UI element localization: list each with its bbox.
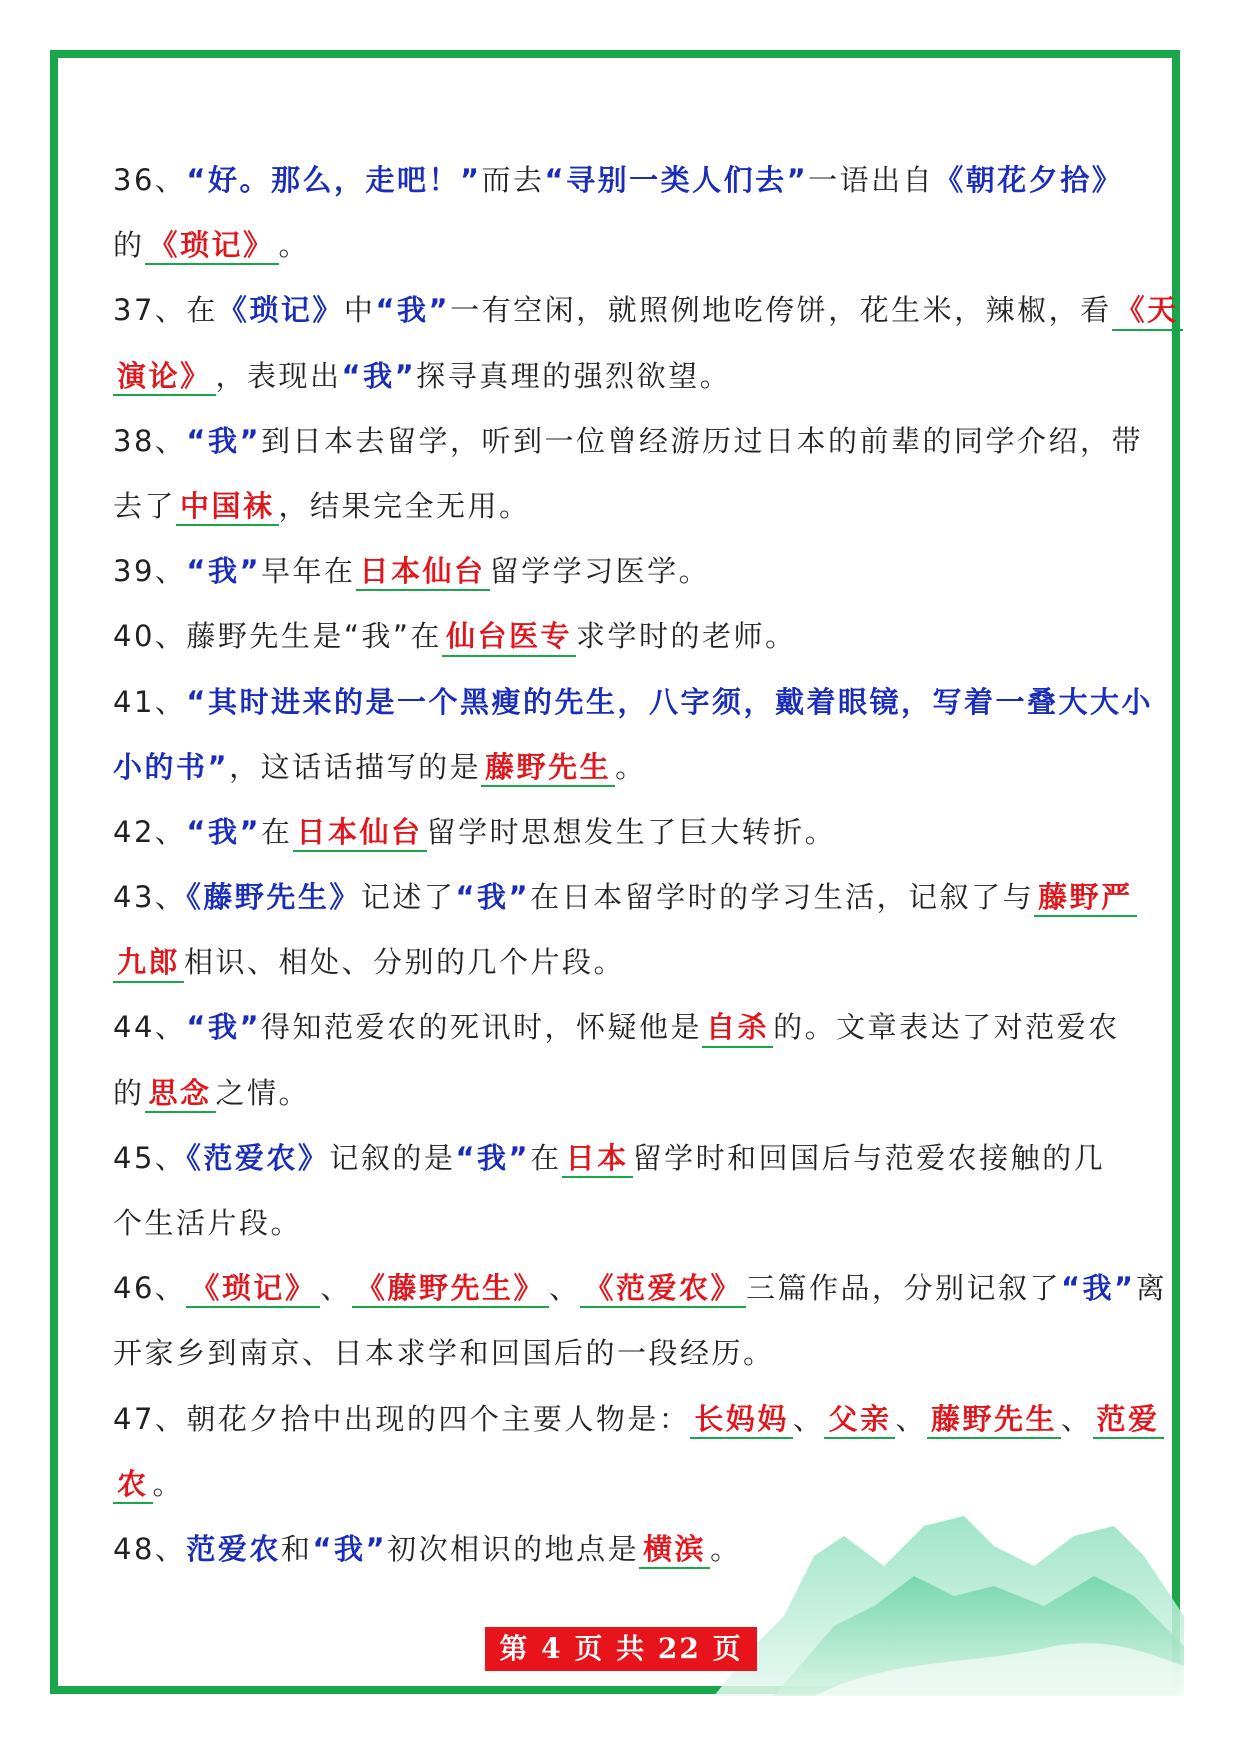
- plain-text: 42、: [113, 814, 187, 849]
- plain-text: 的: [113, 228, 145, 263]
- plain-text: 一语出自: [808, 163, 935, 197]
- plain-text: 。: [278, 228, 311, 263]
- text-line: [113, 865, 1133, 930]
- answer-blank: 《琐记》: [186, 1270, 320, 1308]
- answer-blank: 范爱: [1093, 1401, 1164, 1439]
- text-line: [113, 1321, 1133, 1386]
- answer-blank: 演论》: [113, 358, 216, 396]
- answer-blank: 藤野严: [1034, 879, 1137, 917]
- question-keyword: “我”: [186, 1010, 262, 1045]
- question-keyword: “其时进来的是一个黑瘦的先生，八字须，戴着眼镜，写着一叠大大小: [186, 684, 1153, 719]
- plain-text: 38、: [113, 423, 187, 458]
- plain-text: 开家乡到南京、日本求学和回国后的一段经历。: [113, 1336, 775, 1371]
- question-keyword: 《朝花夕拾》: [934, 163, 1124, 197]
- plain-text: ，这话话描写的是: [229, 749, 482, 784]
- plain-text: 、: [792, 1401, 825, 1436]
- plain-text: 探寻真理的强烈欲望。: [416, 358, 732, 393]
- plain-text: 41、: [113, 684, 187, 719]
- plain-text: 43、: [113, 880, 187, 915]
- plain-text: 在日本留学时的学习生活，记叙了与: [530, 880, 1035, 915]
- text-line: [113, 213, 1133, 278]
- plain-text: 留学学习医学。: [489, 554, 711, 589]
- question-keyword: “我”: [312, 1531, 388, 1566]
- text-line: [113, 1387, 1160, 1452]
- question-keyword: “我”: [375, 293, 451, 328]
- plain-text: 46、: [113, 1271, 187, 1306]
- answer-blank: 仙台医专: [442, 618, 576, 656]
- answer-blank: 思念: [145, 1075, 216, 1113]
- question-keyword: “我”: [186, 554, 262, 589]
- question-keyword: “我”: [186, 814, 262, 849]
- plain-text: 记述了: [360, 880, 456, 915]
- text-line: [113, 409, 1144, 474]
- plain-text: 留学时和回国后与范爱农接触的几: [632, 1140, 1106, 1175]
- plain-text: 37、在: [113, 293, 218, 328]
- plain-text: 45、: [113, 1140, 187, 1175]
- plain-text: 初次相识的地点是: [387, 1531, 640, 1566]
- plain-text: 、: [548, 1271, 581, 1306]
- text-line: [113, 1191, 1133, 1256]
- page-number-label: 第 4 页 共 22 页: [485, 1627, 756, 1671]
- text-line: [113, 1126, 1133, 1191]
- text-line: [113, 539, 1133, 604]
- answer-blank: 日本仙台: [356, 553, 490, 591]
- plain-text: 记叙的是: [329, 1140, 456, 1175]
- text-line: [113, 995, 1133, 1060]
- text-line: [113, 670, 1153, 735]
- plain-text: 。: [615, 749, 647, 784]
- plain-text: 去了: [113, 488, 177, 523]
- answer-blank: 中国袜: [176, 488, 279, 526]
- plain-text: 三篇作品，分别记叙了: [745, 1271, 1061, 1306]
- text-line: [113, 148, 1133, 213]
- plain-text: 、: [895, 1401, 927, 1436]
- plain-text: 之情。: [215, 1075, 311, 1110]
- plain-text: 在: [261, 814, 293, 849]
- page-footer: [0, 1627, 1242, 1671]
- text-line: [113, 735, 1133, 800]
- plain-text: 求学时的老师。: [575, 619, 797, 654]
- plain-text: 、: [1060, 1401, 1093, 1436]
- plain-text: 而去: [481, 163, 545, 197]
- text-line: [113, 1517, 1133, 1582]
- text-line: [113, 800, 1133, 865]
- plain-text: 44、: [113, 1010, 187, 1045]
- text-line: [113, 1256, 1168, 1321]
- question-keyword: “我”: [341, 358, 417, 393]
- answer-blank: 横滨: [639, 1531, 710, 1569]
- plain-text: 。: [710, 1531, 742, 1566]
- plain-text: 的: [113, 1075, 145, 1110]
- answer-blank: 日本: [562, 1140, 633, 1178]
- answer-blank: 九郎: [113, 944, 184, 982]
- plain-text: 。: [152, 1466, 185, 1501]
- plain-text: 39、: [113, 554, 187, 589]
- answer-blank: 藤野先生: [927, 1401, 1061, 1439]
- question-keyword: 范爱农: [186, 1531, 281, 1566]
- plain-text: 一有空闲，就照例地吃侉饼，花生米，辣椒，看: [450, 293, 1112, 328]
- plain-text: 个生活片段。: [113, 1206, 303, 1240]
- question-keyword: 《藤野先生》: [186, 880, 361, 915]
- plain-text: ，结果完全无用。: [278, 488, 531, 523]
- answer-blank: 藤野先生: [481, 749, 615, 787]
- answer-blank: 《琐记》: [145, 227, 279, 265]
- plain-text: 47、朝花夕拾中出现的四个主要人物是：: [113, 1401, 691, 1436]
- answer-blank: 《天: [1112, 292, 1183, 330]
- plain-text: 早年在: [261, 554, 356, 589]
- answer-blank: 农: [113, 1466, 153, 1504]
- plain-text: 留学时思想发生了巨大转折。: [426, 814, 837, 849]
- question-keyword: “我”: [1061, 1271, 1136, 1306]
- text-line: [113, 930, 1133, 995]
- plain-text: 、: [320, 1271, 352, 1306]
- text-line: [113, 1452, 1133, 1517]
- plain-text: 相识、相处、分别的几个片段。: [184, 945, 626, 980]
- text-line: [113, 1061, 1133, 1126]
- answer-blank: 长妈妈: [690, 1401, 793, 1439]
- answer-blank: 日本仙台: [293, 814, 427, 852]
- question-keyword: 《范爱农》: [186, 1140, 330, 1175]
- question-keyword: “我”: [186, 423, 262, 458]
- question-keyword: “寻别一类人们去”: [544, 163, 809, 197]
- plain-text: 40、藤野先生是“我”在: [113, 619, 442, 654]
- plain-text: ，表现出: [215, 358, 342, 393]
- text-line: [113, 278, 1179, 343]
- plain-text: 和: [280, 1531, 313, 1566]
- text-line: [113, 344, 1133, 409]
- plain-text: 中: [343, 293, 376, 328]
- plain-text: 48、: [113, 1531, 187, 1566]
- plain-text: 36、: [113, 163, 187, 197]
- answer-blank: 《范爱农》: [580, 1270, 746, 1308]
- question-keyword: “我”: [455, 880, 531, 915]
- answer-blank: 自杀: [702, 1009, 773, 1047]
- question-keyword: 小的书”: [113, 749, 230, 784]
- question-keyword: “我”: [455, 1140, 531, 1175]
- answer-blank: 《藤野先生》: [352, 1270, 549, 1308]
- plain-text: 得知范爱农的死讯时，怀疑他是: [261, 1010, 703, 1045]
- question-keyword: “好。那么，走吧！”: [186, 163, 482, 197]
- plain-text: 到日本去留学，听到一位曾经游历过日本的前辈的同学介绍，带: [261, 423, 1144, 458]
- question-keyword: 《琐记》: [217, 293, 344, 328]
- text-line: [113, 474, 1133, 539]
- plain-text: 离: [1135, 1271, 1168, 1306]
- plain-text: 的。文章表达了对范爱农: [773, 1010, 1120, 1045]
- question-list: [113, 148, 1179, 1582]
- plain-text: 在: [530, 1140, 562, 1175]
- text-line: [113, 604, 1133, 669]
- answer-blank: 父亲: [824, 1401, 895, 1439]
